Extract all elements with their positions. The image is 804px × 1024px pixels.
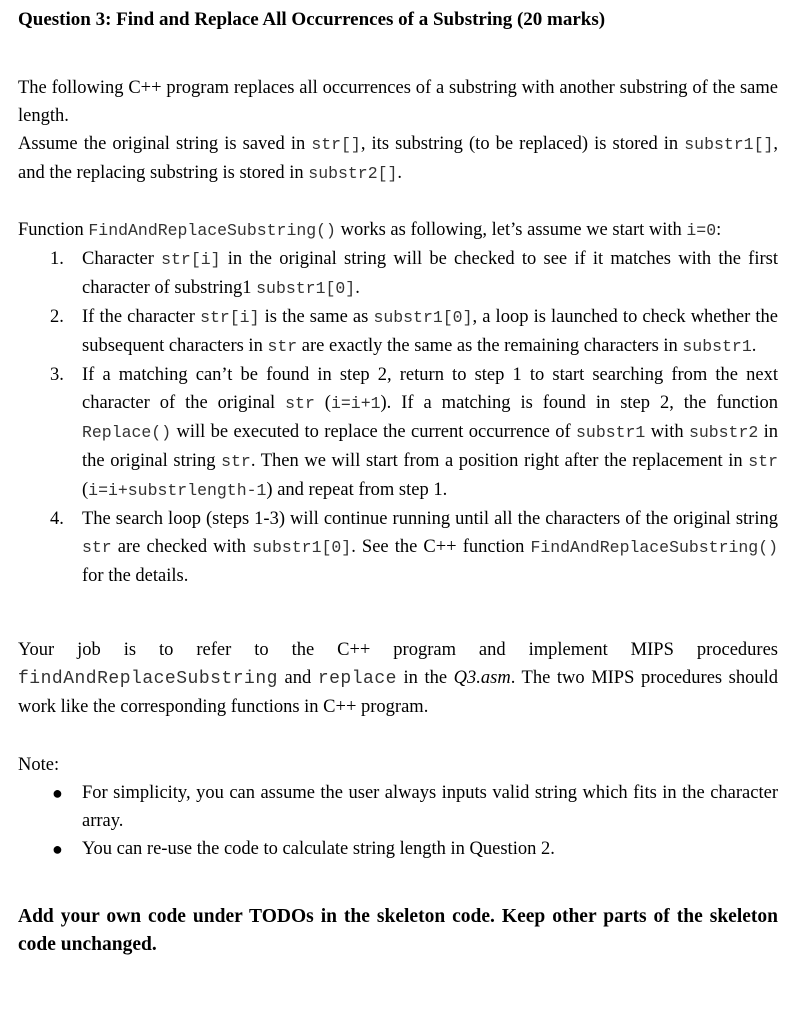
text: . The two MIPS procedures should work like the corresponding functions in C++ program. [18,668,779,717]
text: . [751,336,757,356]
function-description [18,216,778,245]
step-item [18,303,778,361]
text: ( [82,480,89,500]
text: . See the C++ function [351,537,531,557]
code-function-name: FindAndReplaceSubstring() [88,221,336,240]
code: str [267,337,298,356]
text: , a loop is launched to check whether the subsequent characters in [82,307,778,356]
step-number: 1. [50,249,64,269]
code-substr2: substr2[] [308,164,398,183]
note-item [18,835,778,863]
text: If a matching can’t be found in step 2, return to step 1 to start searching from the next character of the original [82,365,778,413]
code: i=i+substrlength-1 [88,481,267,500]
bullet-icon: ● [52,783,63,803]
text: , and the replacing substring is stored in [18,134,779,183]
document-page [18,0,778,959]
step-number: 2. [50,307,64,327]
code: substr1[0] [373,308,473,327]
note-item [18,779,778,835]
text: Assume the original string is saved in [18,134,312,154]
step-item [18,361,778,505]
code: str [748,452,778,471]
code: substr2 [688,423,759,442]
step-number: 3. [50,365,64,385]
code: str[i] [200,308,260,327]
assumption-paragraph [18,130,778,188]
step-number: 4. [50,509,64,529]
step-item [18,505,778,590]
code-str: str[] [311,135,361,154]
code: str [221,452,251,471]
text: . Then we will start from a position right after the replacement in [250,451,749,471]
code-replace: replace [317,669,397,689]
code-substr1: substr1[] [684,135,774,154]
note-text: For simplicity, you can assume the user always inputs valid string which fits in the character array. [82,783,778,831]
code: substr1[0] [256,279,356,298]
text: ) and repeat from step 1. [266,480,448,500]
job-paragraph [18,636,778,721]
text: Character [82,249,162,269]
text: and [277,668,318,688]
text: ). If a matching is found in step 2, the function [380,393,778,413]
code: str [82,538,112,557]
code: Replace() [82,423,172,442]
text: ( [314,393,331,413]
text: are exactly the same as the remaining characters in [297,336,683,356]
code-i-init: i=0 [686,221,717,240]
code: i=i+1 [330,394,381,413]
text: works as following, let’s assume we start with [335,220,687,240]
code: str[i] [161,250,221,269]
intro-text: The following C++ program replaces all occurrences of a substring with another substring of the same length. [18,78,778,126]
bullet-icon: ● [52,839,63,859]
text: will be executed to replace the current occurrence of [171,422,577,442]
text: . [355,278,360,298]
text: Your job is to refer to the C++ program and implement MIPS procedures [18,640,778,660]
code: substr1 [682,337,752,356]
filename: Q3.asm [453,668,511,688]
question-title: Question 3: Find and Replace All Occurrences of a Substring (20 marks) [18,9,606,30]
code: str [285,394,315,413]
note-label: Note: [18,755,60,775]
note-list [18,779,778,863]
intro-paragraph [18,74,778,130]
text: in the original string [82,422,778,471]
code: substr1[0] [252,538,352,557]
text: is the same as [259,307,374,327]
text: Function [18,220,89,240]
step-item [18,245,778,303]
note-text: You can re-use the code to calculate string length in Question 2. [82,839,555,859]
text: are checked with [111,537,253,557]
code: substr1 [576,423,646,442]
final-instruction: Add your own code under TODOs in the skeleton code. Keep other parts of the skeleton code unchanged. [18,906,778,955]
text: in the [396,668,454,688]
text: The search loop (steps 1-3) will continue running until all the characters of the original string [82,509,778,529]
text: with [645,422,689,442]
text: : [716,220,722,240]
steps-list [18,245,778,590]
text: , its substring (to be replaced) is stored in [360,134,685,154]
text: If the character [82,307,201,327]
code: FindAndReplaceSubstring() [530,538,778,557]
text: for the details. [82,566,189,586]
text: in the original string will be checked to see if it matches with the first character of substring1 [82,249,778,298]
text: . [397,163,403,183]
code-findAndReplaceSubstring: findAndReplaceSubstring [18,669,278,689]
